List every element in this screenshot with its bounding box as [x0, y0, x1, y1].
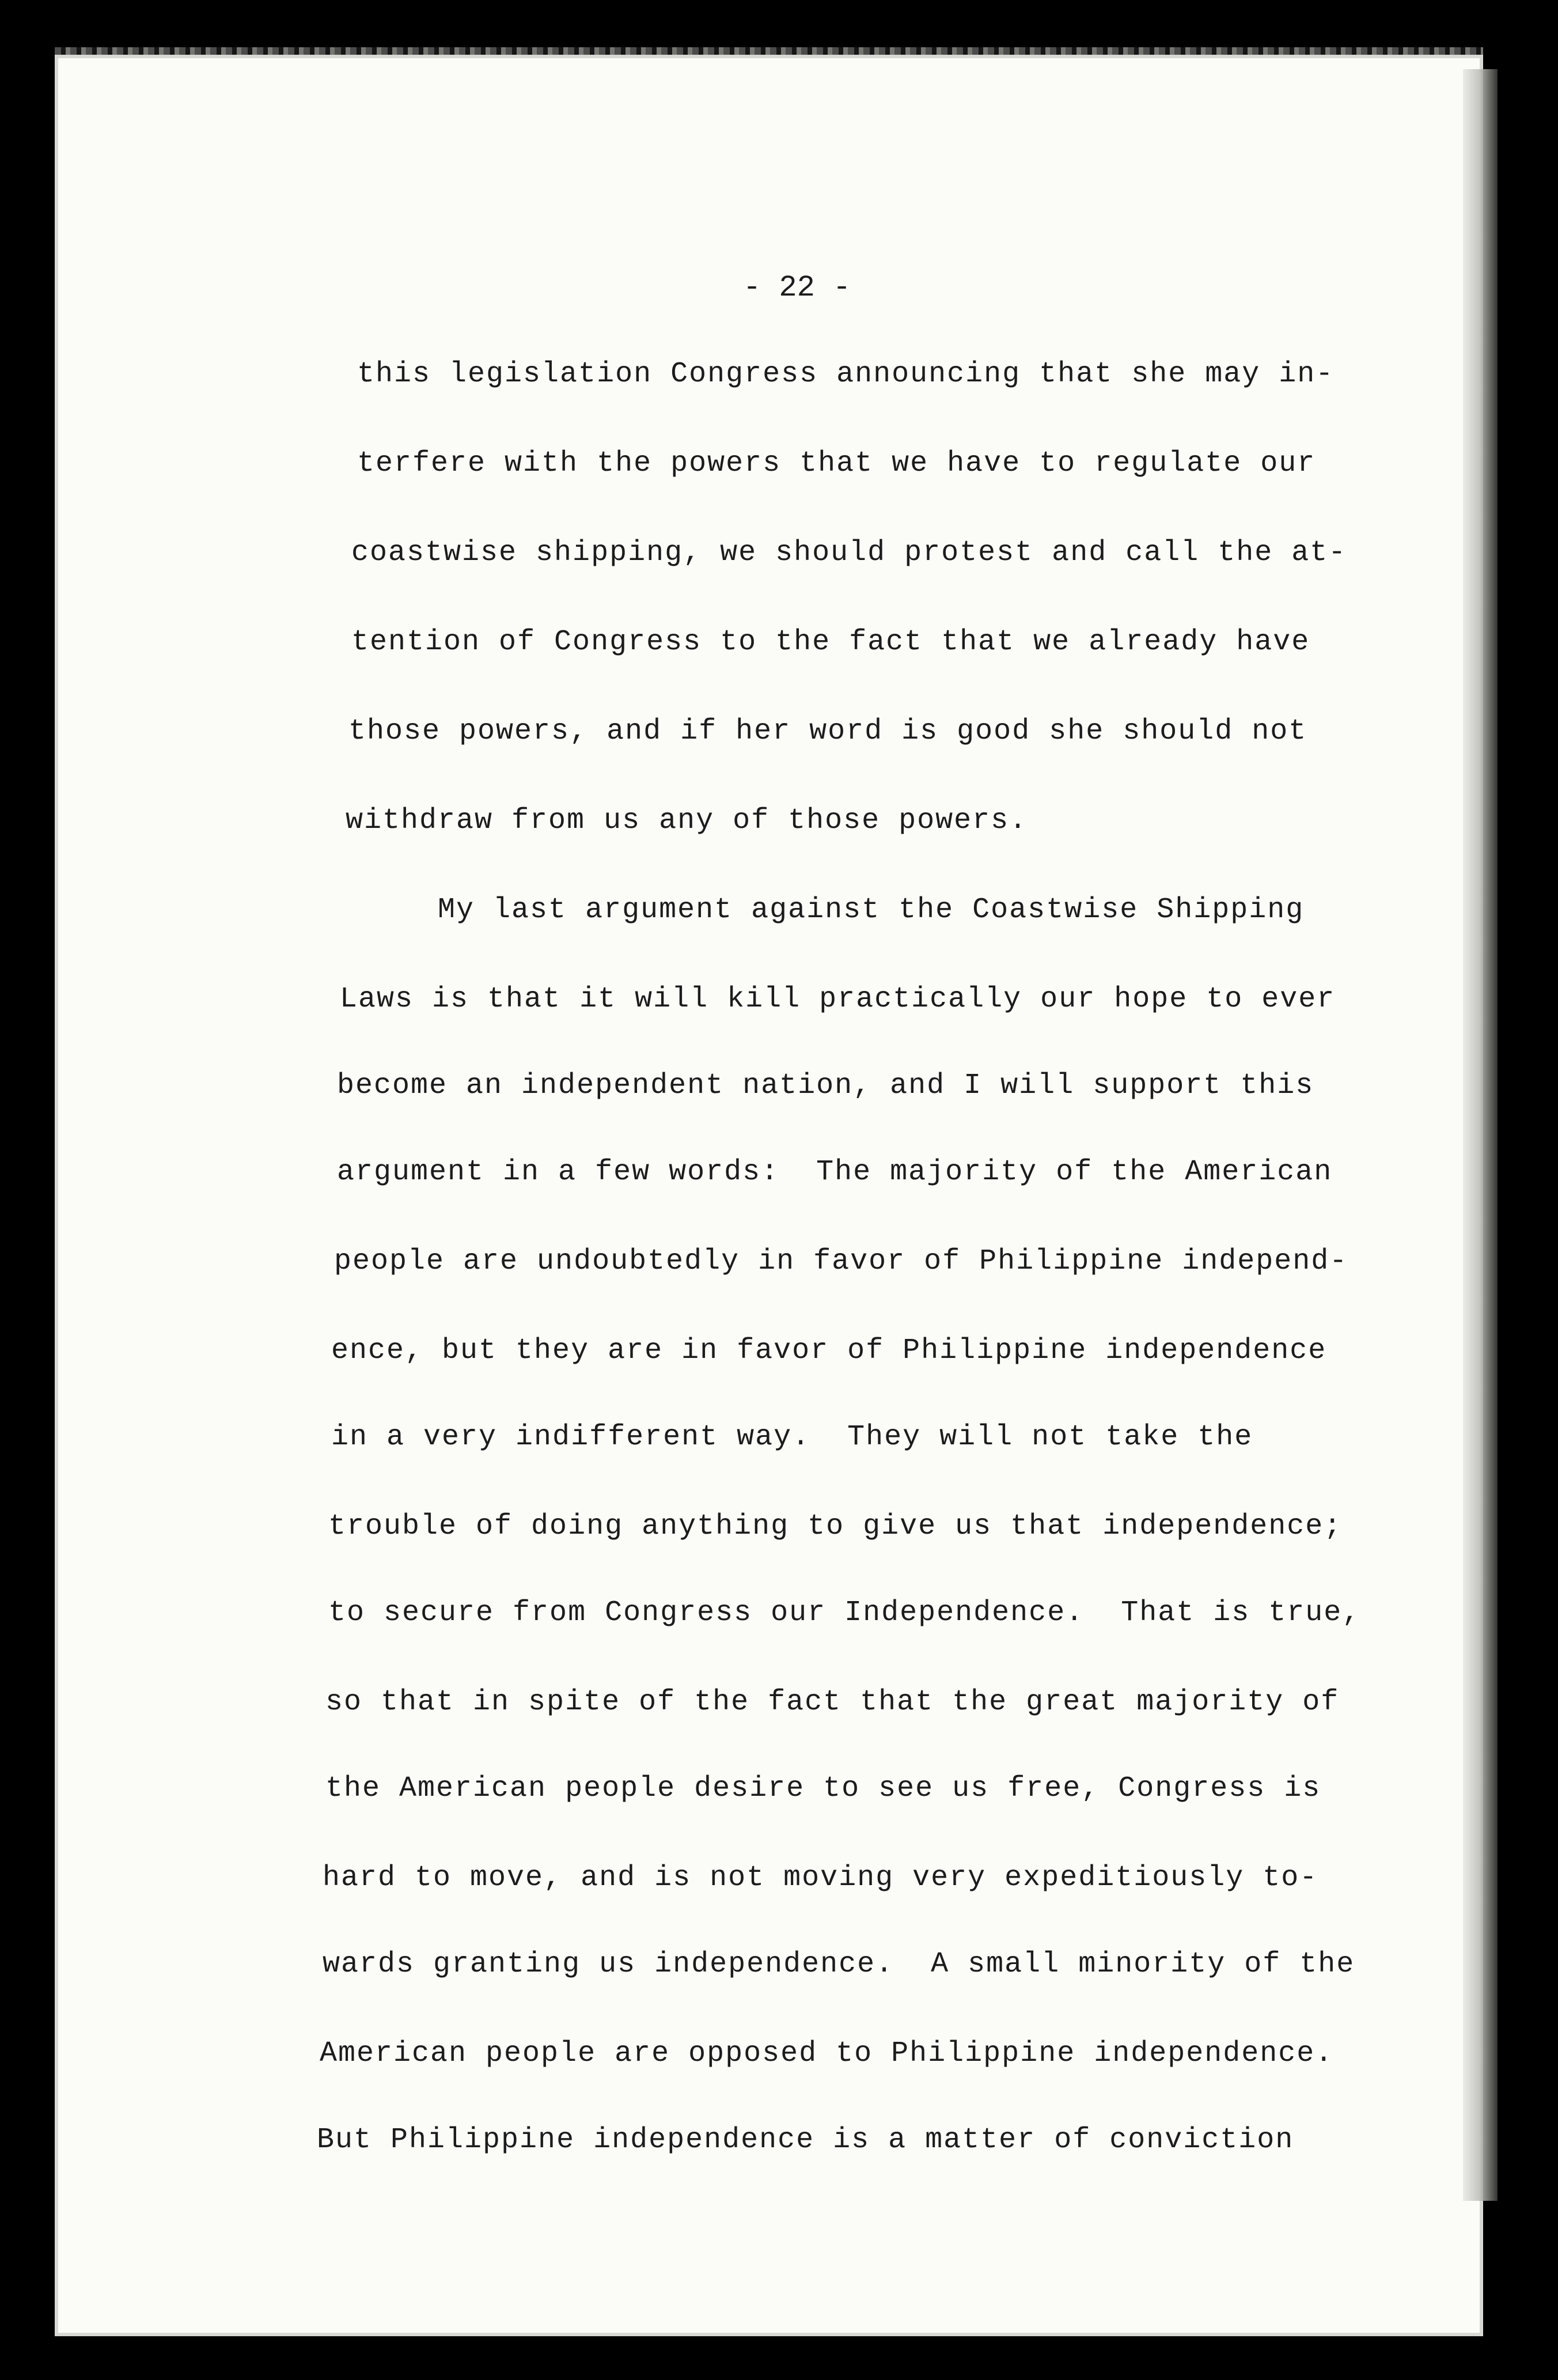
text-line: terfere with the powers that we have to regulate our [357, 447, 1316, 480]
text-line: to secure from Congress our Independence. That is true, [328, 1596, 1361, 1629]
page-right-edge [1463, 69, 1498, 2201]
text-line: But Philippine independence is a matter of conviction [317, 2124, 1294, 2156]
text-line: Laws is that it will kill practically our hope to ever [340, 983, 1336, 1016]
text-line: so that in spite of the fact that the great majority of [325, 1686, 1340, 1719]
text-line: withdraw from us any of those powers. [346, 804, 1028, 837]
text-line: argument in a few words: The majority of the American [337, 1156, 1333, 1189]
text-line: hard to move, and is not moving very expeditiously to- [323, 1861, 1318, 1894]
text-line: the American people desire to see us free, Congress is [325, 1772, 1321, 1805]
text-line: My last argument against the Coastwise Shipping [346, 894, 1305, 926]
text-line: coastwise shipping, we should protest and call the at- [351, 536, 1347, 569]
text-line: American people are opposed to Philippine independence. [320, 2037, 1334, 2070]
text-line: wards granting us independence. A small minority of the [323, 1948, 1355, 1981]
text-line: this legislation Congress announcing that she may in- [357, 358, 1335, 391]
text-line: in a very indifferent way. They will not take the [331, 1421, 1253, 1454]
text-line: ence, but they are in favor of Philippine independence [331, 1334, 1327, 1367]
document-page [55, 55, 1483, 2336]
text-line: become an independent nation, and I will support this [337, 1069, 1314, 1102]
text-line: tention of Congress to the fact that we already have [351, 626, 1310, 659]
text-line: trouble of doing anything to give us that independence; [328, 1510, 1343, 1543]
page-number: - 22 - [743, 271, 851, 305]
text-line: people are undoubtedly in favor of Philippine independ- [334, 1245, 1348, 1278]
text-line: those powers, and if her word is good she should not [348, 715, 1307, 748]
